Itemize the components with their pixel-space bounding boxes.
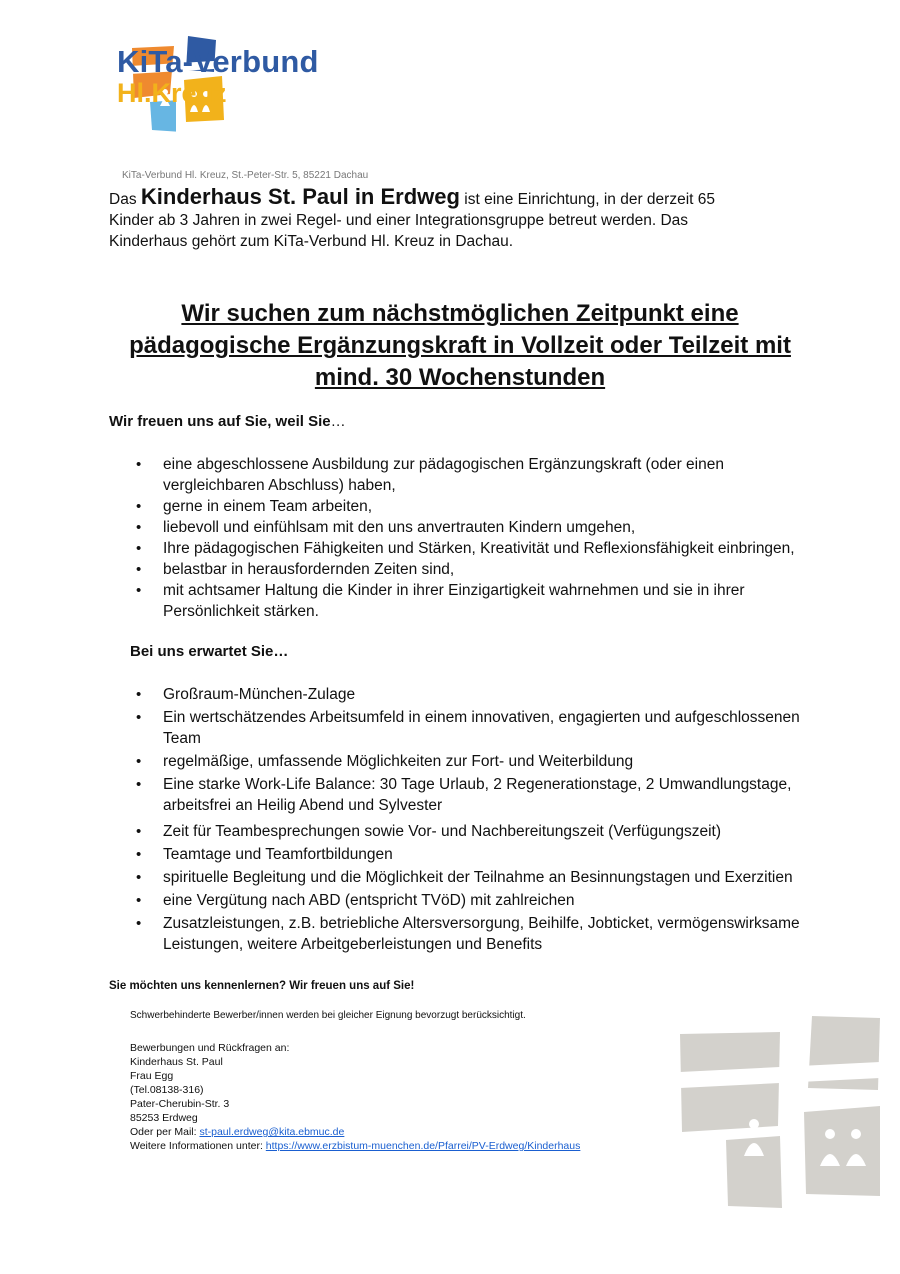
list-item — [109, 821, 809, 842]
job-headline: Wir suchen zum nächstmöglichen Zeitpunkt eine pädagogische Ergänzungskraft in Vollzeit oder Teilzeit mit mind. 30 Wochenstunden — [129, 300, 791, 391]
disability-note: Schwerbehinderte Bewerber/innen werden bei gleicher Eignung bevorzugt berücksichtigt. — [130, 1010, 526, 1021]
bullet-icon: • — [136, 540, 142, 557]
benefits-list — [109, 684, 809, 957]
requirements-list — [109, 454, 809, 622]
list-item-text: gerne in einem Team arbeiten, — [163, 498, 373, 515]
contact-city: 85253 Erdweg — [130, 1112, 198, 1124]
bullet-icon: • — [136, 869, 142, 886]
website-link[interactable]: https://www.erzbistum-muenchen.de/Pfarrei/PV-Erdweg/Kinderhaus — [265, 1140, 581, 1152]
requirements-title-ellipsis: … — [330, 413, 346, 430]
bullet-icon: • — [136, 776, 142, 793]
list-item-text: Eine starke Work-Life Balance: 30 Tage Urlaub, 2 Regenerationstage, 2 Umwandlungstage, arbeitsfrei an Heilig Abend und Sylvester — [163, 776, 792, 814]
bullet-icon: • — [136, 686, 142, 703]
section-requirements-title — [109, 413, 346, 430]
list-item — [109, 913, 809, 955]
list-item-text: Großraum-München-Zulage — [163, 686, 356, 703]
list-item-text: eine abgeschlossene Ausbildung zur pädagogischen Ergänzungskraft (oder einen vergleichbaren Abschluss) haben, — [163, 456, 724, 494]
bullet-icon: • — [136, 915, 142, 932]
contact-mail-line — [130, 1125, 580, 1139]
list-item — [109, 867, 809, 888]
contact-street: Pater-Cherubin-Str. 3 — [130, 1098, 230, 1110]
bullet-icon: • — [136, 753, 142, 770]
bullet-icon: • — [136, 892, 142, 909]
intro-paragraph — [109, 186, 749, 252]
list-item — [109, 559, 809, 580]
list-item-text: Zeit für Teambesprechungen sowie Vor- und Nachbereitungszeit (Verfügungszeit) — [163, 823, 722, 840]
contact-heading: Bewerbungen und Rückfragen an: — [130, 1042, 290, 1054]
list-item-text: Ein wertschätzendes Arbeitsumfeld in einem innovativen, engagierten und aufgeschlossenen Team — [163, 709, 800, 747]
list-item-text: spirituelle Begleitung und die Möglichkeit der Teilnahme an Besinnungstagen und Exerzitien — [163, 869, 793, 886]
list-item — [109, 496, 809, 517]
list-item-text: mit achtsamer Haltung die Kinder in ihrer Einzigartigkeit wahrnehmen und sie in ihrer Persönlichkeit stärken. — [163, 582, 745, 620]
list-item-text: Zusatzleistungen, z.B. betriebliche Altersversorgung, Beihilfe, Jobticket, vermögenswirksame Leistungen, weitere Arbeitgeberleistungen und Benefits — [163, 915, 800, 953]
list-item-text: regelmäßige, umfassende Möglichkeiten zur Fort- und Weiterbildung — [163, 753, 634, 770]
call-to-action: Sie möchten uns kennenlernen? Wir freuen uns auf Sie! — [109, 980, 415, 992]
list-item — [109, 580, 809, 622]
mail-label: Oder per Mail: — [130, 1126, 200, 1138]
bullet-icon: • — [136, 519, 142, 536]
bullet-icon: • — [136, 456, 142, 473]
kinderhaus-name: Kinderhaus St. Paul in Erdweg — [140, 184, 460, 209]
bullet-icon: • — [136, 709, 142, 726]
list-item — [109, 684, 809, 705]
watermark-logo — [680, 1016, 880, 1208]
contact-block — [130, 1041, 580, 1153]
list-item — [109, 454, 809, 496]
bullet-icon: • — [136, 582, 142, 599]
list-item — [109, 844, 809, 865]
list-item — [109, 890, 809, 911]
list-item — [109, 707, 809, 749]
bullet-icon: • — [136, 846, 142, 863]
list-item-text: Ihre pädagogischen Fähigkeiten und Stärken, Kreativität und Reflexionsfähigkeit einbringen, — [163, 540, 795, 557]
intro-text: ist eine Einrichtung, in der derzeit 65 Kinder ab 3 Jahren in zwei Regel- und einer Integrationsgruppe betreut werden. Das Kinderhaus gehört zum KiTa-Verbund Hl. Kreuz in Dachau. — [109, 191, 715, 250]
bullet-icon: • — [136, 561, 142, 578]
contact-org: Kinderhaus St. Paul — [130, 1056, 223, 1068]
list-item-text: belastbar in herausfordernden Zeiten sind, — [163, 561, 455, 578]
logo-subtitle: Hl.Kreuz — [117, 78, 227, 108]
list-item-text: Teamtage und Teamfortbildungen — [163, 846, 393, 863]
sender-address: KiTa-Verbund Hl. Kreuz, St.-Peter-Str. 5, 85221 Dachau — [122, 170, 369, 181]
logo-title: KiTa-Verbund — [117, 44, 319, 79]
list-item — [109, 751, 809, 772]
requirements-title-text: Wir freuen uns auf Sie, weil Sie — [109, 413, 331, 430]
web-label: Weitere Informationen unter: — [130, 1140, 266, 1152]
list-item-text: liebevoll und einfühlsam mit den uns anvertrauten Kindern umgehen, — [163, 519, 636, 536]
list-item — [109, 774, 809, 816]
bullet-icon: • — [136, 823, 142, 840]
contact-web-line — [130, 1139, 580, 1153]
contact-person: Frau Egg — [130, 1070, 174, 1082]
email-link[interactable]: st-paul.erdweg@kita.ebmuc.de — [199, 1126, 345, 1138]
list-item — [109, 538, 809, 559]
section-benefits-title: Bei uns erwartet Sie… — [130, 643, 289, 660]
bullet-icon: • — [136, 498, 142, 515]
contact-phone: (Tel.08138-316) — [130, 1084, 204, 1096]
intro-lead: Das — [109, 191, 137, 208]
list-item-text: eine Vergütung nach ABD (entspricht TVöD) mit zahlreichen — [163, 892, 575, 909]
list-item — [109, 517, 809, 538]
